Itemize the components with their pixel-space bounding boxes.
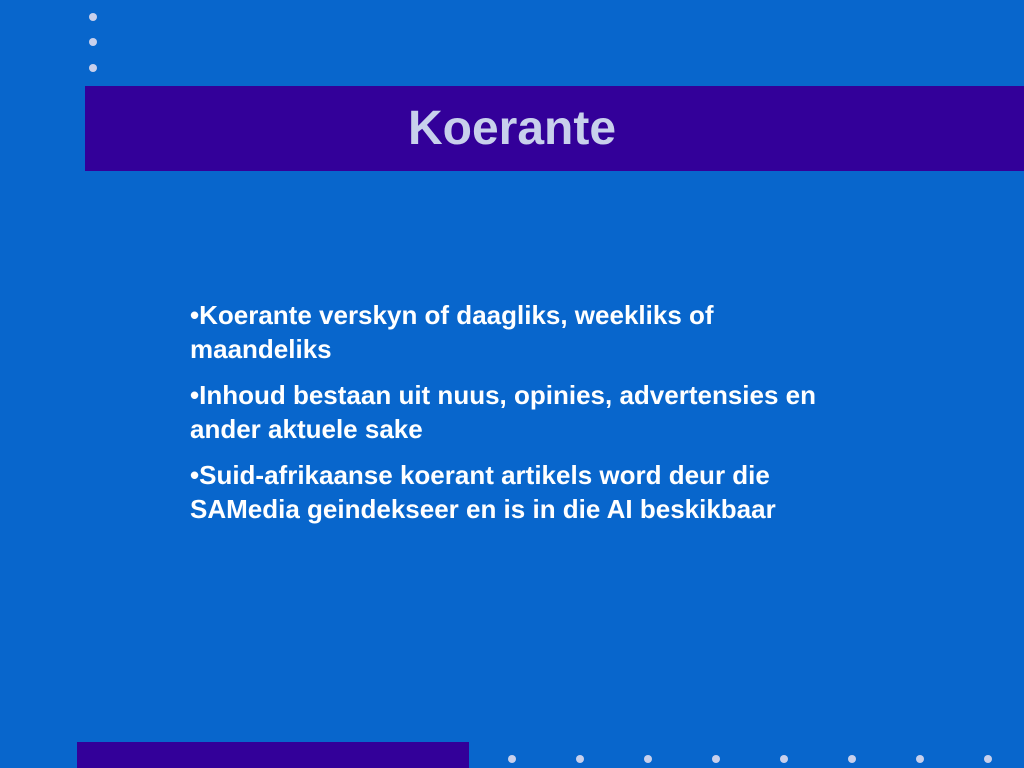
bullet-item: •Suid-afrikaanse koerant artikels word deur die SAMedia geindekseer en is in die AI beskikbaar: [190, 460, 776, 524]
decorative-dot: [89, 38, 97, 46]
decorative-dot: [780, 755, 788, 763]
decorative-dot: [89, 64, 97, 72]
bullet-item: •Inhoud bestaan uit nuus, opinies, advertensies en ander aktuele sake: [190, 380, 816, 444]
bullet-item: •Koerante verskyn of daagliks, weekliks of maandeliks: [190, 300, 714, 364]
decorative-dot: [89, 13, 97, 21]
slide-title: Koerante: [407, 102, 617, 155]
decorative-dot: [712, 755, 720, 763]
bullet-list: [190, 298, 830, 538]
decorative-dot: [508, 755, 516, 763]
decorative-dot: [644, 755, 652, 763]
decorative-dot: [984, 755, 992, 763]
decorative-dot: [916, 755, 924, 763]
decorative-dot: [576, 755, 584, 763]
bottom-band: [77, 742, 469, 768]
decorative-dot: [848, 755, 856, 763]
